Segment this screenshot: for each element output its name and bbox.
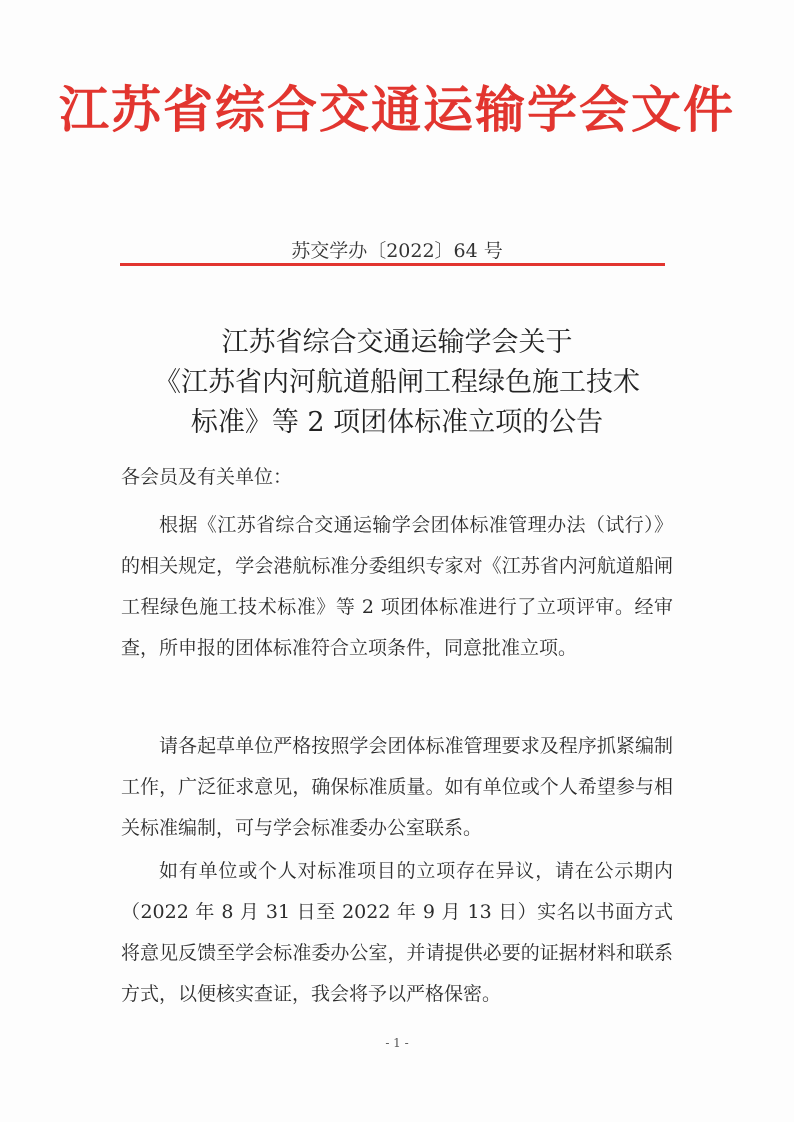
body-paragraph-3: 如有单位或个人对标准项目的立项存在异议，请在公示期内（2022 年 8 月 31 日至 2022 年 9 月 13 日）实名以书面方式将意见反馈至学会标准委办公室，并请提供必要的证据材料和联系方式，以便核实查证，我会将予以严格保密。: [121, 860, 673, 1005]
document-number: 苏交学办〔2022〕64 号: [291, 240, 503, 262]
notice-title-line-3: 标准》等 2 项团体标准立项的公告: [190, 407, 604, 438]
page-number: - 1 -: [385, 1036, 409, 1050]
salutation: 各会员及有关单位：: [121, 466, 293, 488]
body-paragraph-1: 根据《江苏省综合交通运输学会团体标准管理办法（试行）》的相关规定，学会港航标准分委组织专家对《江苏省内河航道船闸工程绿色施工技术标准》等 2 项团体标准进行了立项评审。经审查，所申报的团体标准符合立项条件，同意批准立项。: [121, 514, 673, 659]
notice-title-line-2: 《江苏省内河航道船闸工程绿色施工技术: [154, 367, 640, 398]
body-paragraph-2: 请各起草单位严格按照学会团体标准管理要求及程序抓紧编制工作，广泛征求意见，确保标准质量。如有单位或个人希望参与相关标准编制，可与学会标准委办公室联系。: [121, 735, 673, 839]
masthead-title: 江苏省综合交通运输学会文件: [59, 81, 735, 139]
notice-title-line-1: 江苏省综合交通运输学会关于: [221, 327, 573, 358]
red-divider-line: [120, 263, 665, 266]
